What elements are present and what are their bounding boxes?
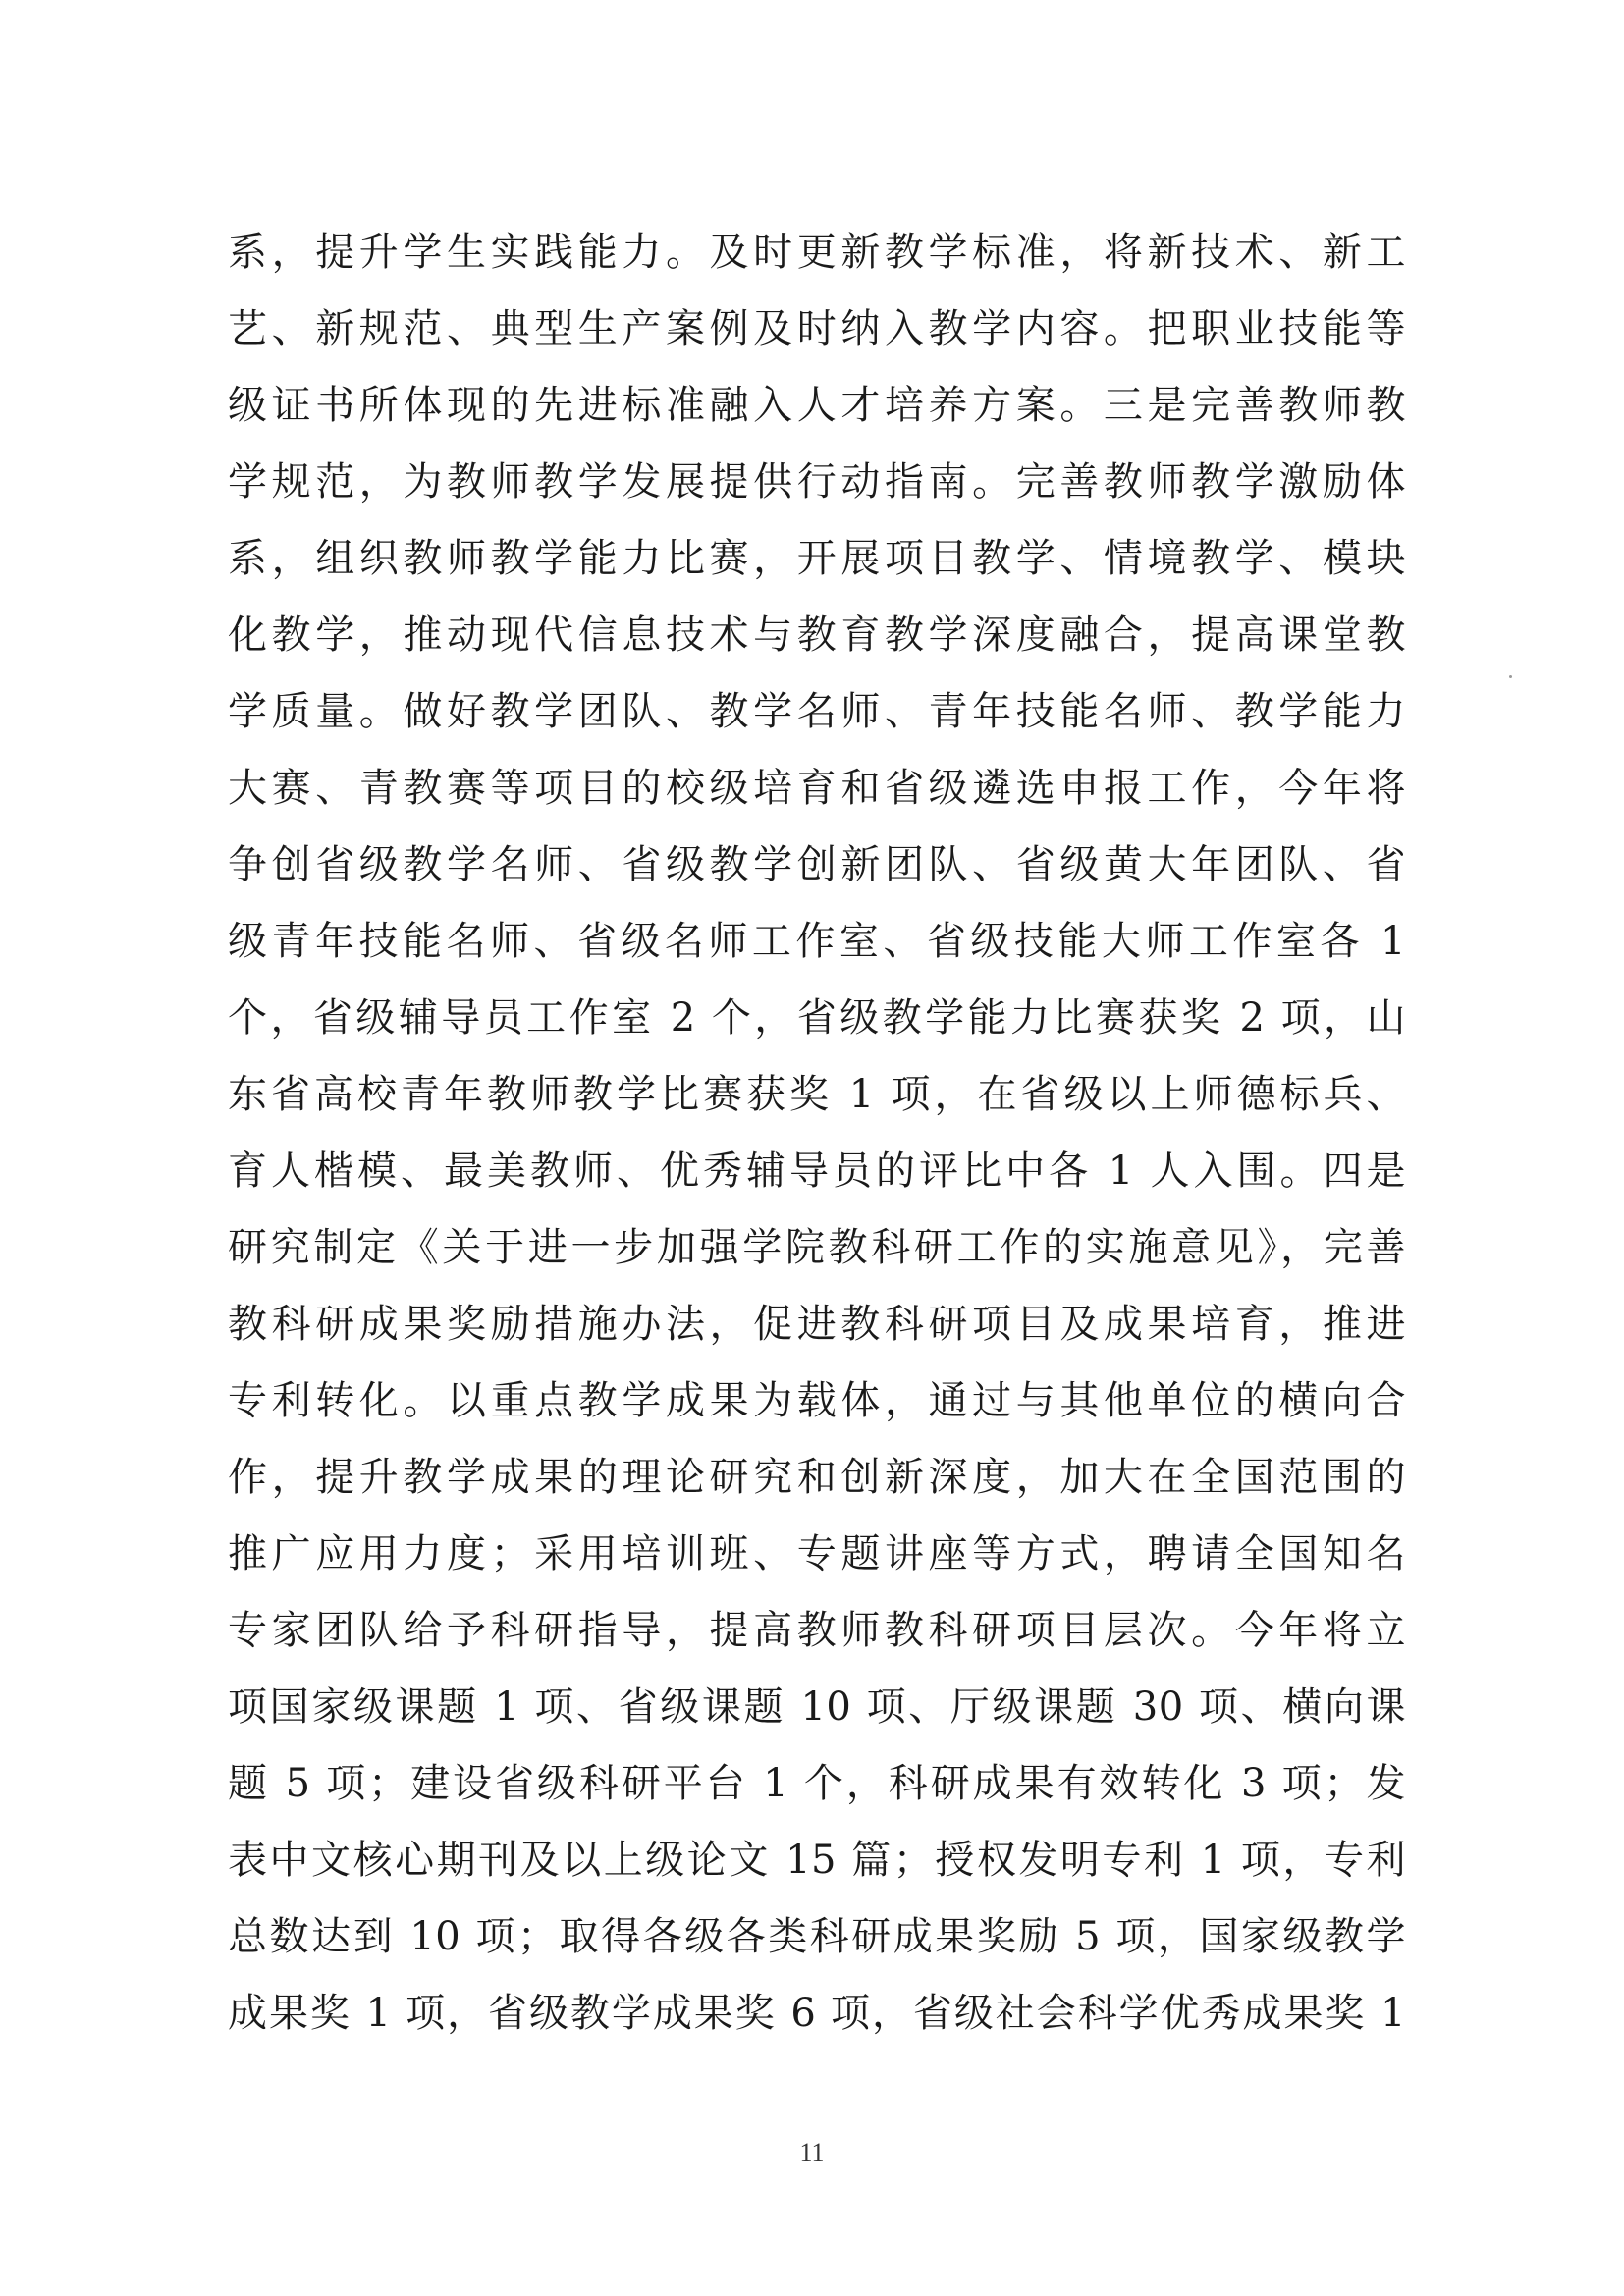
text-line: 级青年技能名师、省级名师工作室、省级技能大师工作室各 1 bbox=[228, 919, 1406, 964]
text-line: 个，省级辅导员工作室 2 个，省级教学能力比赛获奖 2 项，山 bbox=[228, 995, 1406, 1041]
text-line: 表中文核心期刊及以上级论文 15 篇；授权发明专利 1 项，专利 bbox=[228, 1838, 1406, 1883]
text-line: 总数达到 10 项；取得各级各类科研成果奖励 5 项，国家级教学 bbox=[228, 1914, 1406, 1959]
text-line: 学规范，为教师教学发展提供行动指南。完善教师教学激励体 bbox=[228, 459, 1406, 505]
text-line: 推广应用力度；采用培训班、专题讲座等方式，聘请全国知名 bbox=[228, 1531, 1406, 1576]
body-text bbox=[228, 214, 1406, 2052]
text-line: 教科研成果奖励措施办法，促进教科研项目及成果培育，推进 bbox=[228, 1302, 1406, 1347]
text-line: 育人楷模、最美教师、优秀辅导员的评比中各 1 人入围。四是 bbox=[228, 1148, 1406, 1194]
scan-speck bbox=[1509, 675, 1512, 678]
text-line: 成果奖 1 项，省级教学成果奖 6 项，省级社会科学优秀成果奖 1 bbox=[228, 1991, 1406, 2036]
text-line: 大赛、青教赛等项目的校级培育和省级遴选申报工作，今年将 bbox=[228, 766, 1406, 811]
text-line: 题 5 项；建设省级科研平台 1 个，科研成果有效转化 3 项；发 bbox=[228, 1761, 1406, 1806]
text-line: 项国家级课题 1 项、省级课题 10 项、厅级课题 30 项、横向课 bbox=[228, 1684, 1406, 1730]
text-line: 东省高校青年教师教学比赛获奖 1 项，在省级以上师德标兵、 bbox=[228, 1072, 1406, 1117]
text-line: 争创省级教学名师、省级教学创新团队、省级黄大年团队、省 bbox=[228, 842, 1406, 887]
text-line: 系，提升学生实践能力。及时更新教学标准，将新技术、新工 bbox=[228, 230, 1406, 275]
page-number: 11 bbox=[799, 2138, 825, 2166]
text-line: 级证书所体现的先进标准融入人才培养方案。三是完善教师教 bbox=[228, 383, 1406, 428]
text-line: 艺、新规范、典型生产案例及时纳入教学内容。把职业技能等 bbox=[228, 306, 1406, 351]
text-line: 研究制定《关于进一步加强学院教科研工作的实施意见》，完善 bbox=[228, 1225, 1406, 1270]
text-line: 专家团队给予科研指导，提高教师教科研项目层次。今年将立 bbox=[228, 1608, 1406, 1653]
text-line: 专利转化。以重点教学成果为载体，通过与其他单位的横向合 bbox=[228, 1378, 1406, 1423]
text-line: 系，组织教师教学能力比赛，开展项目教学、情境教学、模块 bbox=[228, 536, 1406, 581]
text-line: 作，提升教学成果的理论研究和创新深度，加大在全国范围的 bbox=[228, 1455, 1406, 1500]
text-line: 化教学，推动现代信息技术与教育教学深度融合，提高课堂教 bbox=[228, 613, 1406, 658]
text-line: 学质量。做好教学团队、教学名师、青年技能名师、教学能力 bbox=[228, 689, 1406, 734]
